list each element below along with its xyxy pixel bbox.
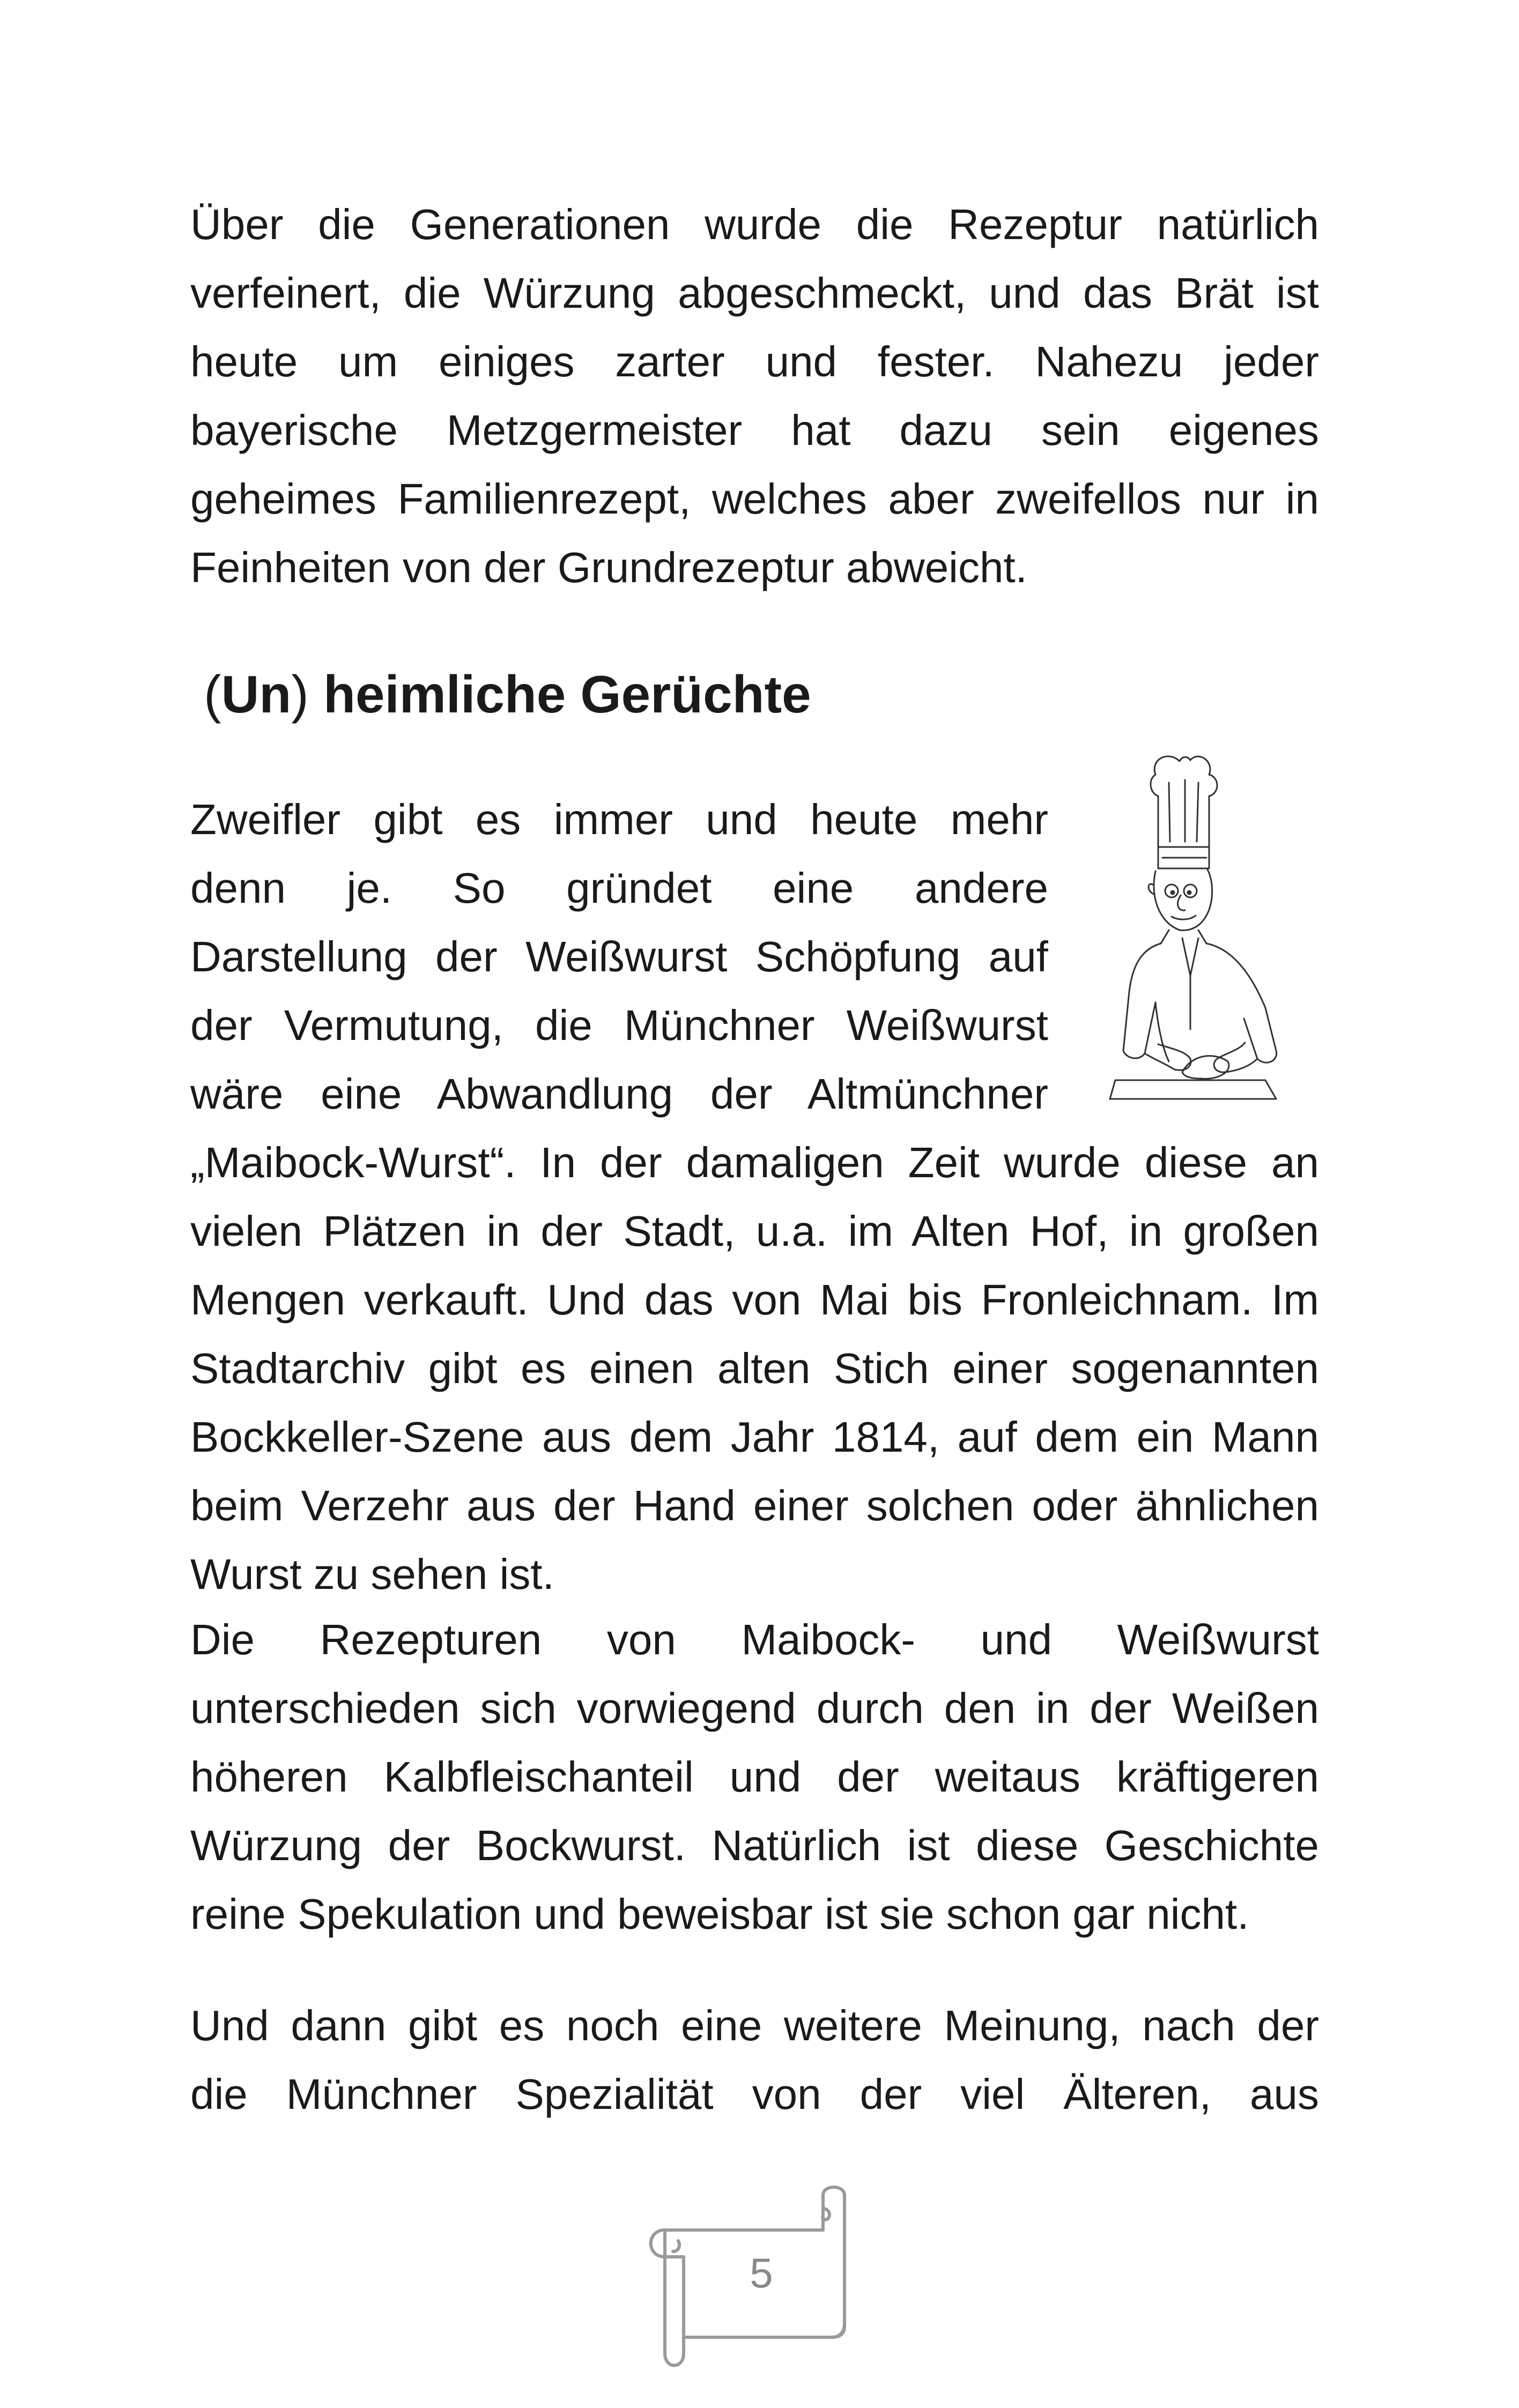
text-line: die Münchner Spezialität von der viel Älteren, aus	[190, 2070, 1319, 2118]
text-line: bayerische Metzgermeister hat dazu sein eigenes	[190, 406, 1319, 454]
text-line: denn je. So gründet eine andere	[190, 864, 1048, 912]
text-line: Darstellung der Weißwurst Schöpfung auf	[190, 933, 1048, 980]
text-line: der Vermutung, die Münchner Weißwurst	[190, 1001, 1048, 1049]
text-line: Mengen verkauft. Und das von Mai bis Fronleichnam. Im	[190, 1276, 1319, 1324]
text-line: Über die Generationen wurde die Rezeptur natürlich	[190, 200, 1319, 248]
text-line: beim Verzehr aus der Hand einer solchen oder ähnlichen	[190, 1482, 1319, 1529]
paragraph-another-opinion	[190, 1991, 1319, 2129]
heading-close-paren: )	[291, 665, 309, 724]
section-heading	[204, 657, 811, 732]
text-line: Stadtarchiv gibt es einen alten Stich einer sogenannten	[190, 1344, 1319, 1392]
heading-prefix: Un	[221, 665, 292, 724]
text-line: reine Spekulation und beweisbar ist sie schon gar nicht.	[190, 1890, 1249, 1938]
text-line: unterschieden sich vorwiegend durch den in der Weißen	[190, 1684, 1319, 1732]
paragraph-doubters-continued	[190, 1128, 1319, 1609]
text-line: heute um einiges zarter und fester. Nahezu jeder	[190, 338, 1319, 385]
text-line: „Maibock-Wurst“. In der damaligen Zeit wurde diese an	[190, 1139, 1319, 1186]
text-line: höheren Kalbfleischanteil und der weitaus kräftigeren	[190, 1753, 1319, 1801]
text-line: wäre eine Abwandlung der Altmünchner	[190, 1070, 1048, 1118]
text-line: Und dann gibt es noch eine weitere Meinung, nach der	[190, 2002, 1319, 2049]
paragraph-generations	[190, 190, 1319, 602]
page-number: 5	[750, 2249, 773, 2296]
chef-illustration-icon	[1105, 750, 1287, 1104]
paragraph-doubters-beside-image	[190, 785, 1048, 1128]
paragraph-recipes	[190, 1606, 1319, 1949]
text-line: Bockkeller-Szene aus dem Jahr 1814, auf dem ein Mann	[190, 1413, 1319, 1461]
text-line: vielen Plätzen in der Stadt, u.a. im Alten Hof, in großen	[190, 1207, 1319, 1255]
text-line: Wurst zu sehen ist.	[190, 1550, 554, 1598]
text-line: Würzung der Bockwurst. Natürlich ist diese Geschichte	[190, 1822, 1319, 1869]
heading-rest: heimliche Gerüchte	[308, 665, 811, 724]
heading-open-paren: (	[204, 665, 221, 724]
text-line: Die Rezepturen von Maibock- und Weißwurst	[190, 1616, 1319, 1663]
text-line: geheimes Familienrezept, welches aber zweifellos nur in	[190, 475, 1319, 523]
text-line: Zweifler gibt es immer und heute mehr	[190, 796, 1048, 843]
text-line: Feinheiten von der Grundrezeptur abweicht.	[190, 544, 1027, 591]
text-line: verfeinert, die Würzung abgeschmeckt, und das Brät ist	[190, 269, 1319, 317]
